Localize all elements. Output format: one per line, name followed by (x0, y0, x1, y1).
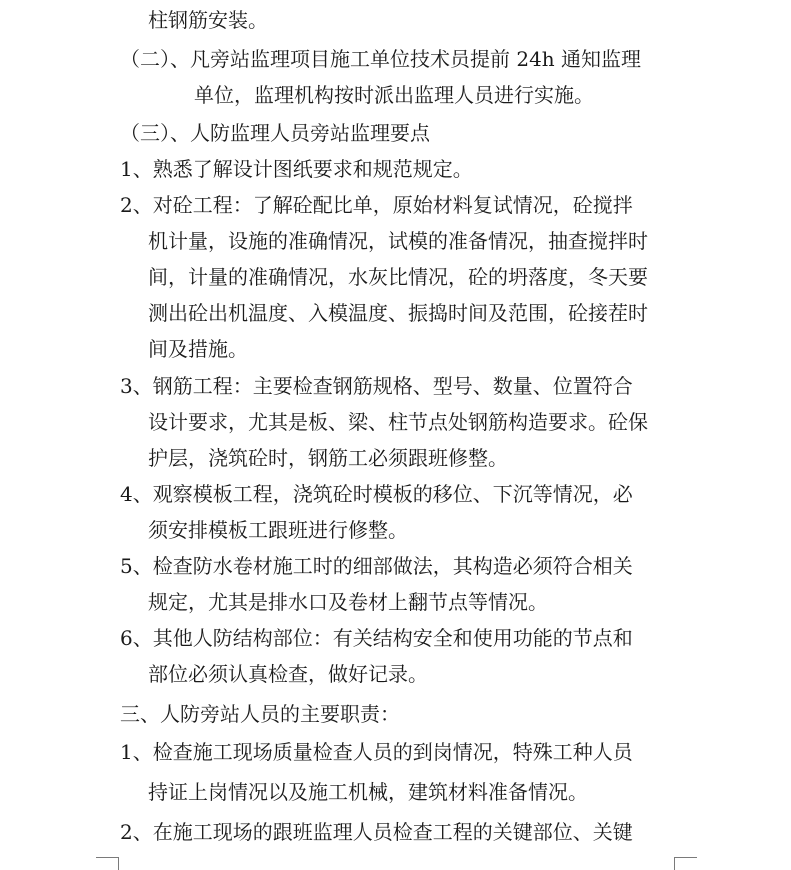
text-line: 5、检查防水卷材施工时的细部做法，其构造必须符合相关 (120, 554, 633, 578)
text-line: 部位必须认真检查，做好记录。 (148, 662, 428, 686)
text-line: 2、在施工现场的跟班监理人员检查工程的关键部位、关键 (120, 820, 633, 844)
text-line: 4、观察模板工程，浇筑砼时模板的移位、下沉等情况，必 (120, 482, 633, 506)
page-corner-mark-left (96, 857, 119, 870)
text-line: 间及措施。 (148, 337, 248, 361)
text-line: 柱钢筋安装。 (148, 8, 268, 32)
text-line: （二）、凡旁站监理项目施工单位技术员提前 24h 通知监理 (120, 47, 642, 71)
text-line: 1、熟悉了解设计图纸要求和规范规定。 (120, 157, 473, 181)
text-line: 机计量，设施的准确情况，试模的准备情况，抽查搅拌时 (148, 229, 648, 253)
text-line: 测出砼出机温度、入模温度、振捣时间及范围，砼接茬时 (148, 301, 648, 325)
text-line: 2、对砼工程：了解砼配比单，原始材料复试情况，砼搅拌 (120, 193, 633, 217)
text-line: 单位，监理机构按时派出监理人员进行实施。 (194, 83, 594, 107)
section-heading: 三、人防旁站人员的主要职责： (120, 702, 400, 726)
text-line: 设计要求，尤其是板、梁、柱节点处钢筋构造要求。砼保 (148, 410, 648, 434)
text-line: 持证上岗情况以及施工机械，建筑材料准备情况。 (148, 780, 588, 804)
text-line: 6、其他人防结构部位：有关结构安全和使用功能的节点和 (120, 626, 633, 650)
text-line: （三）、人防监理人员旁站监理要点 (120, 121, 430, 145)
text-line: 须安排模板工跟班进行修整。 (148, 518, 408, 542)
text-line: 护层，浇筑砼时，钢筋工必须跟班修整。 (148, 446, 508, 470)
text-line: 3、钢筋工程：主要检查钢筋规格、型号、数量、位置符合 (120, 374, 633, 398)
text-line: 间，计量的准确情况，水灰比情况，砼的坍落度，冬天要 (148, 265, 648, 289)
text-line: 1、检查施工现场质量检查人员的到岗情况，特殊工种人员 (120, 740, 633, 764)
text-line: 规定，尤其是排水口及卷材上翻节点等情况。 (148, 590, 548, 614)
page-corner-mark-right (674, 857, 697, 870)
